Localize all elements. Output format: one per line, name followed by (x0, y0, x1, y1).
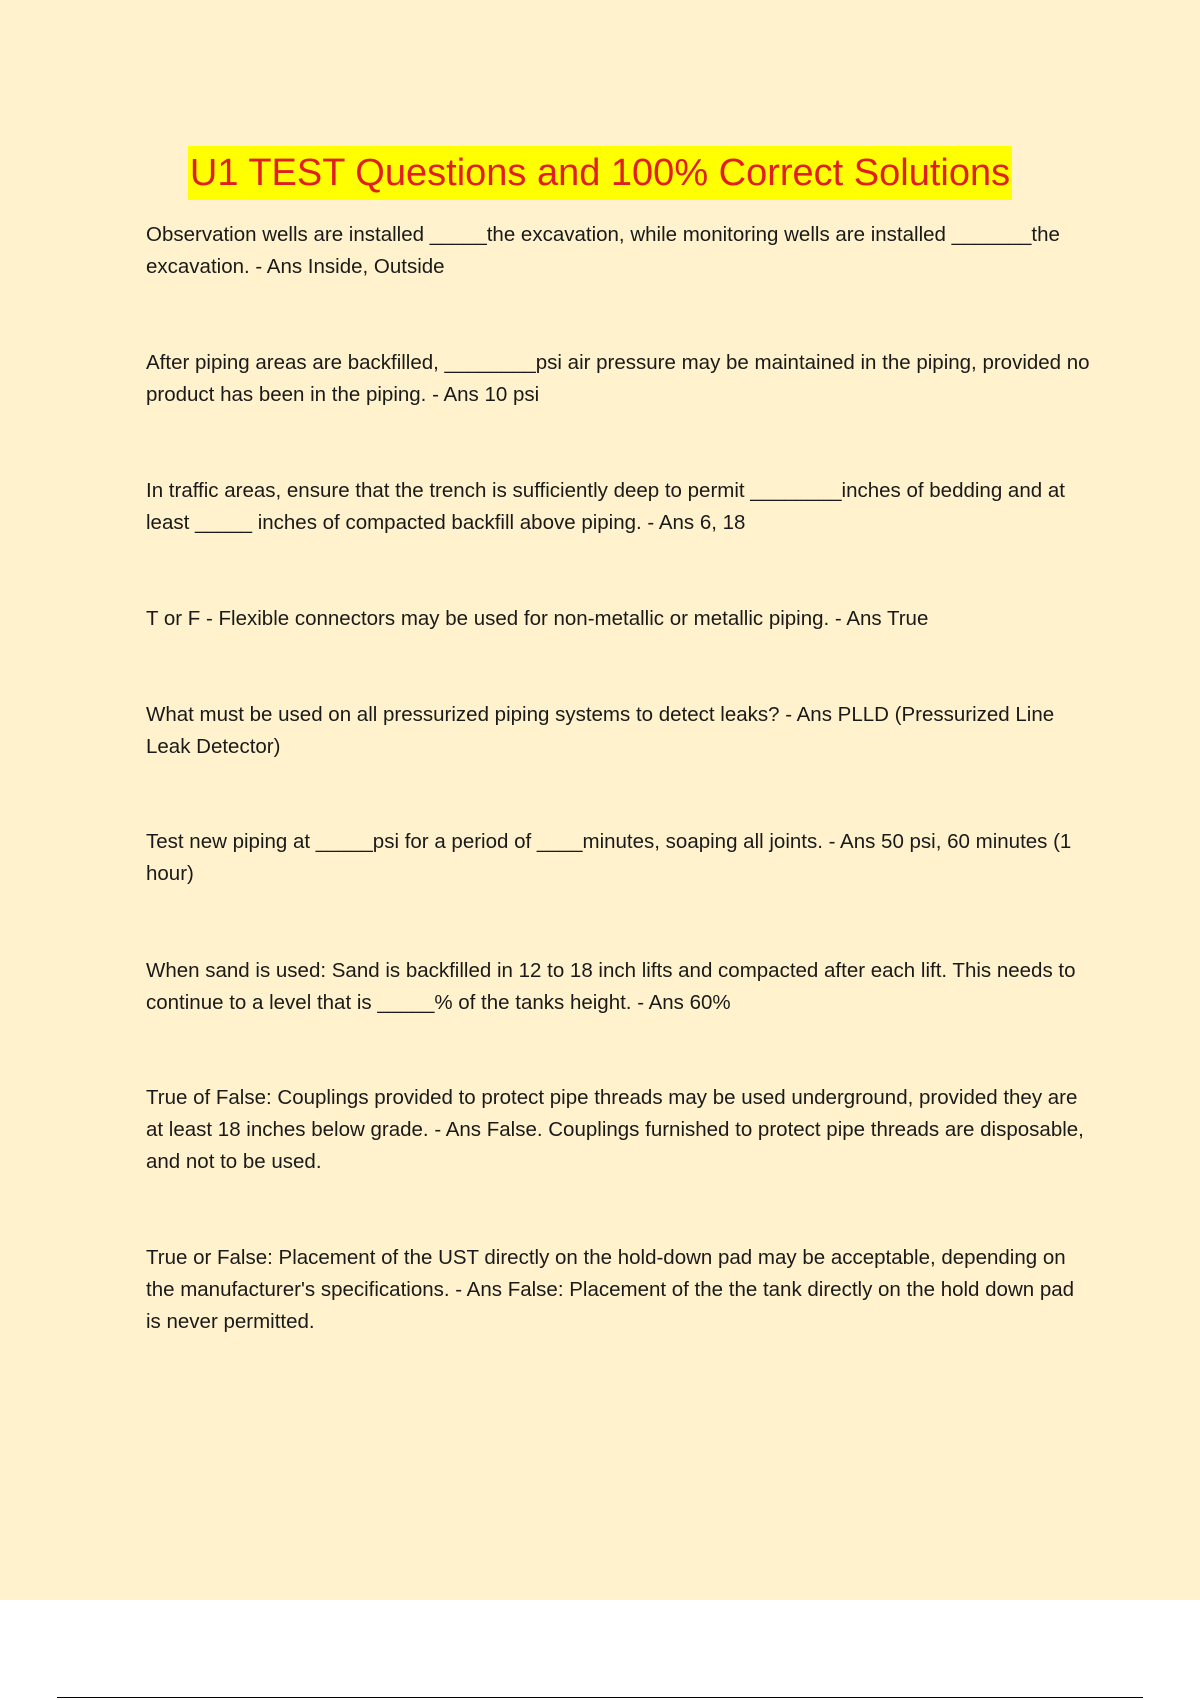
qa-item: T or F - Flexible connectors may be used for non-metallic or metallic piping. - Ans True (146, 607, 929, 630)
qa-item: In traffic areas, ensure that the trench is sufficiently deep to permit ________inches of bedding and at least _____ inches of compacted backfill above piping. - Ans 6, 18 (146, 479, 1065, 534)
document-title: U1 TEST Questions and 100% Correct Solutions (188, 146, 1012, 200)
qa-item: What must be used on all pressurized piping systems to detect leaks? - Ans PLLD (Pressurized Line Leak Detector) (146, 703, 1055, 758)
qa-item: When sand is used: Sand is backfilled in 12 to 18 inch lifts and compacted after each lift. This needs to continue to a level that is _____% of the tanks height. - Ans 60% (146, 959, 1076, 1014)
title-container (0, 146, 1200, 200)
qa-item: Test new piping at _____psi for a period of ____minutes, soaping all joints. - Ans 50 psi, 60 minutes (1 hour) (146, 830, 1072, 885)
qa-item: True or False: Placement of the UST directly on the hold-down pad may be acceptable, depending on the manufacturer's specifications. - Ans False: Placement of the the tank directly on the hold down pad is never permitted. (146, 1246, 1075, 1333)
qa-item: Observation wells are installed _____the excavation, while monitoring wells are installed _______the excavation. - Ans Inside, Outside (146, 223, 1060, 278)
footer-divider (57, 1697, 1143, 1698)
qa-item: After piping areas are backfilled, ________psi air pressure may be maintained in the piping, provided no product has been in the piping. - Ans 10 psi (146, 351, 1090, 406)
qa-item: True of False: Couplings provided to protect pipe threads may be used underground, provided they are at least 18 inches below grade. - Ans False. Couplings furnished to protect pipe threads are disposable, and not to be used. (146, 1086, 1084, 1173)
